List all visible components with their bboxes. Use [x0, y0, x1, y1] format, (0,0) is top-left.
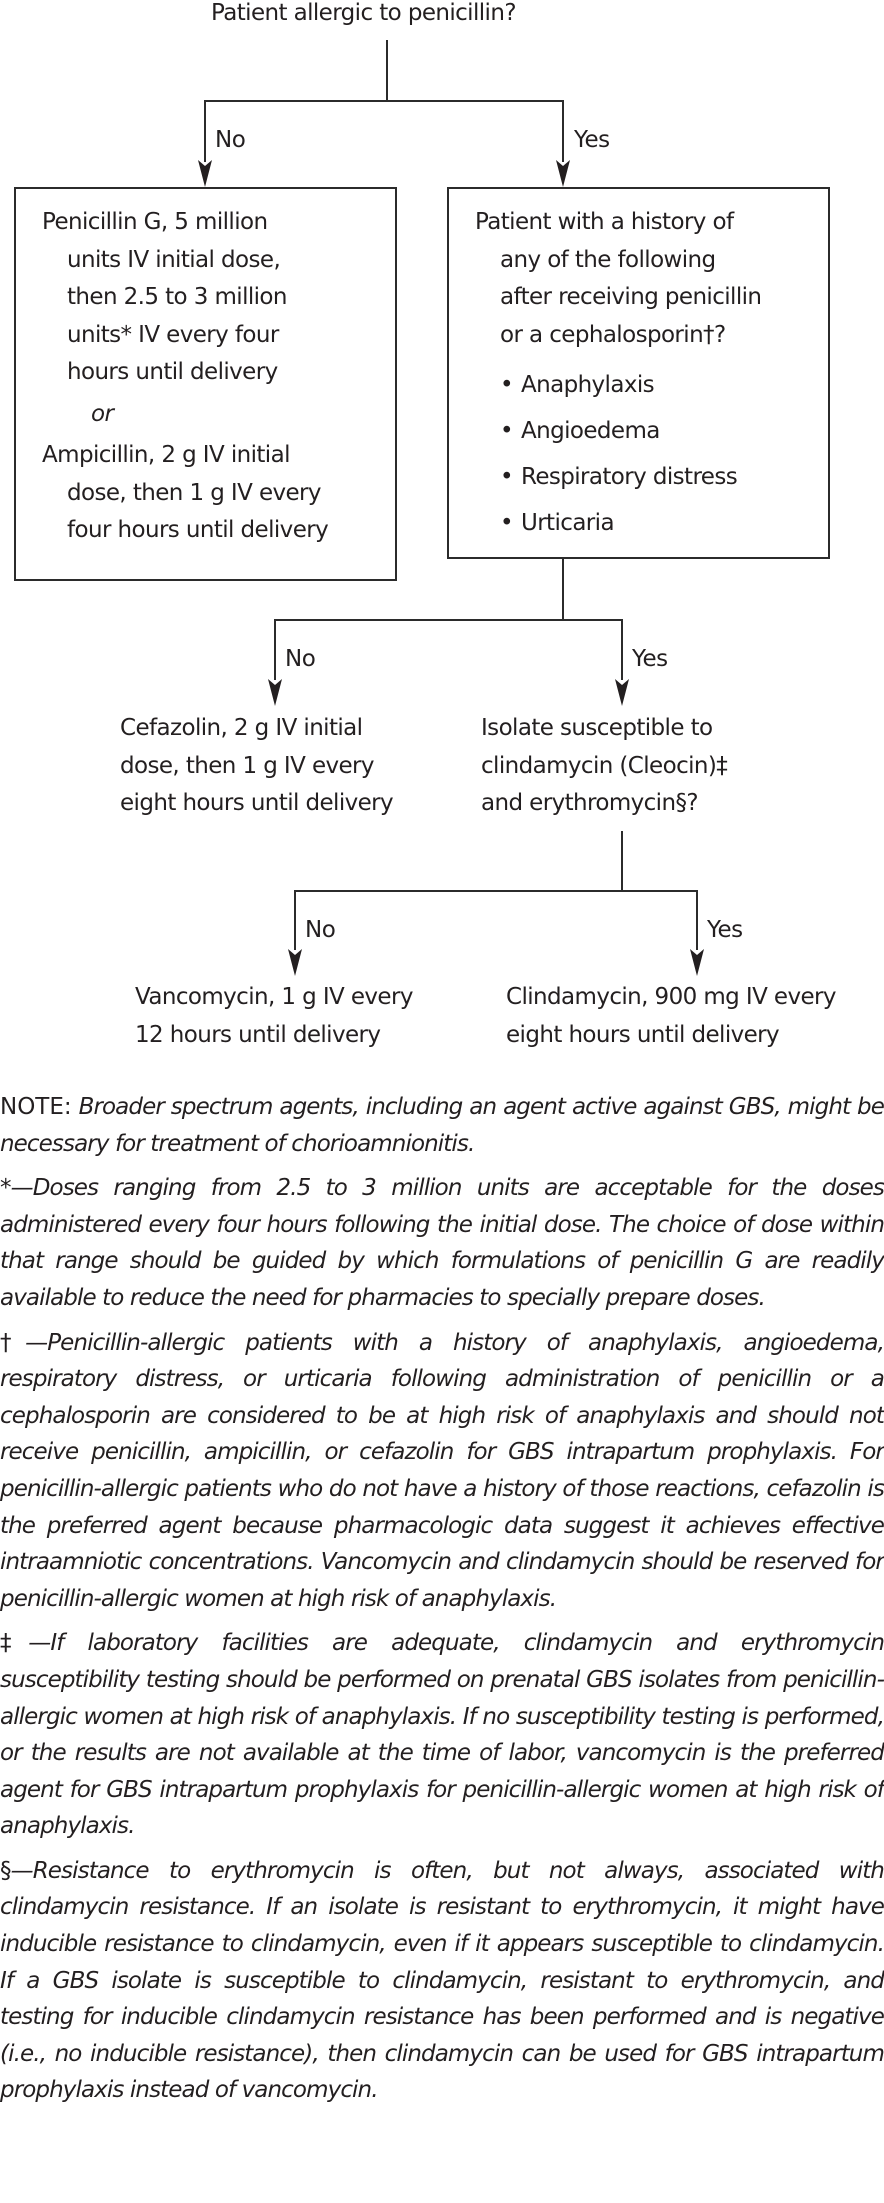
history-box-text	[475, 204, 761, 546]
penicillin-line: units* IV every four	[67, 321, 279, 348]
or-label: or	[91, 400, 114, 427]
isolate-question-line: Isolate susceptible to	[481, 715, 713, 741]
arrowhead-icon	[615, 679, 629, 706]
reaction-bullet: • Anaphylaxis	[500, 362, 761, 408]
vancomycin-line: Vancomycin, 1 g IV every	[135, 984, 413, 1010]
footnote-marker: *	[0, 1175, 11, 1202]
footnote-section	[0, 1853, 884, 2109]
reaction-bullet: • Respiratory distress	[500, 454, 761, 500]
history-question-line: or a cephalosporin†?	[500, 321, 726, 348]
arrowhead-icon	[690, 949, 704, 976]
root-yes-label: Yes	[574, 127, 610, 153]
isolate-yes-label: Yes	[707, 917, 743, 943]
penicillin-line: Penicillin G, 5 million	[42, 209, 268, 235]
note-text: Broader spectrum agents, including an agent active against GBS, might be necessary for treatment of chorioamnionitis.	[0, 1094, 884, 1157]
ampicillin-line: four hours until delivery	[67, 517, 329, 543]
cefazolin-line: eight hours until delivery	[120, 790, 394, 816]
isolate-no-label: No	[305, 917, 336, 943]
reaction-bullet: • Angioedema	[500, 408, 761, 454]
footnote-text: —Penicillin-allergic patients with a history of anaphylaxis, angioedema, respiratory distress, or urticaria following administration of penicillin or a cephalosporin are considered to be at high risk of anaphylaxis and should not receive penicillin, ampicillin, or cefazolin for GBS intrapartum prophylaxis. For penicillin-allergic patients who do not have a history of those reactions, cefazolin is the preferred agent because pharmacologic data suggest it achieves effective intraamniotic concentrations. Vancomycin and clindamycin should be reserved for penicillin-allergic women at high risk of anaphylaxis.	[0, 1329, 884, 1612]
footnote-marker: ‡	[0, 1630, 29, 1657]
footnote-double-dagger	[0, 1625, 884, 1845]
history-question-line: any of the following	[500, 246, 716, 273]
footnote-marker: †	[0, 1329, 26, 1356]
vancomycin-line: 12 hours until delivery	[135, 1021, 381, 1048]
root-no-label: No	[215, 127, 246, 153]
history-question-line: after receiving penicillin	[500, 284, 762, 310]
history-question-line: Patient with a history of	[475, 209, 734, 235]
arrowhead-icon	[268, 679, 282, 706]
ampicillin-line: Ampicillin, 2 g IV initial	[42, 442, 290, 468]
history-no-label: No	[285, 646, 316, 672]
isolate-question	[481, 710, 727, 823]
clindamycin-line: eight hours until delivery	[506, 1021, 780, 1048]
notes-section	[0, 1089, 884, 2117]
footnote-text: —Doses ranging from 2.5 to 3 million units are acceptable for the doses administered every four hours following the initial dose. The choice of dose within that range should be guided by which formulations of penicillin G are readily available to reduce the need for pharmacies to specially prepare doses.	[0, 1175, 884, 1311]
arrowhead-icon	[556, 160, 570, 187]
penicillin-line: then 2.5 to 3 million	[67, 284, 287, 310]
cefazolin-outcome	[120, 710, 393, 823]
clindamycin-outcome	[506, 979, 836, 1054]
arrowhead-icon	[288, 949, 302, 976]
isolate-question-line: and erythromycin§?	[481, 790, 698, 816]
footnote-marker: §	[0, 1857, 11, 1884]
cefazolin-line: dose, then 1 g IV every	[120, 752, 374, 779]
cefazolin-line: Cefazolin, 2 g IV initial	[120, 715, 363, 741]
arrowhead-icon	[198, 160, 212, 187]
isolate-question-line: clindamycin (Cleocin)‡	[481, 752, 728, 779]
general-note	[0, 1089, 884, 1162]
footnote-text: —If laboratory facilities are adequate, clindamycin and erythromycin susceptibility testing should be performed on prenatal GBS isolates from penicillin-allergic women at high risk of anaphylaxis. If no susceptibility testing is performed, or the results are not available at the time of labor, vancomycin is the preferred agent for GBS intrapartum prophylaxis for penicillin-allergic women at high risk of anaphylaxis.	[0, 1630, 884, 1840]
vancomycin-outcome	[135, 979, 413, 1054]
footnote-dagger	[0, 1325, 884, 1618]
footnote-text: —Resistance to erythromycin is often, but not always, associated with clindamycin resistance. If an isolate is resistant to erythromycin, it might have inducible resistance to clindamycin, even if it appears susceptible to clindamycin. If a GBS isolate is susceptible to clindamycin, resistant to erythromycin, and testing for inducible clindamycin resistance has been performed and is negative (i.e., no inducible resistance), then clindamycin can be used for GBS intrapartum prophylaxis instead of vancomycin.	[0, 1857, 884, 2104]
clindamycin-line: Clindamycin, 900 mg IV every	[506, 984, 836, 1010]
penicillin-line: hours until delivery	[67, 359, 278, 385]
ampicillin-line: dose, then 1 g IV every	[67, 479, 321, 506]
note-label: NOTE:	[0, 1094, 72, 1120]
history-yes-label: Yes	[632, 646, 668, 672]
no-allergy-box-text	[42, 204, 328, 550]
root-question: Patient allergic to penicillin?	[211, 0, 516, 26]
penicillin-line: units IV initial dose,	[67, 246, 281, 273]
footnote-asterisk	[0, 1170, 884, 1316]
reaction-bullet: • Urticaria	[500, 500, 761, 546]
